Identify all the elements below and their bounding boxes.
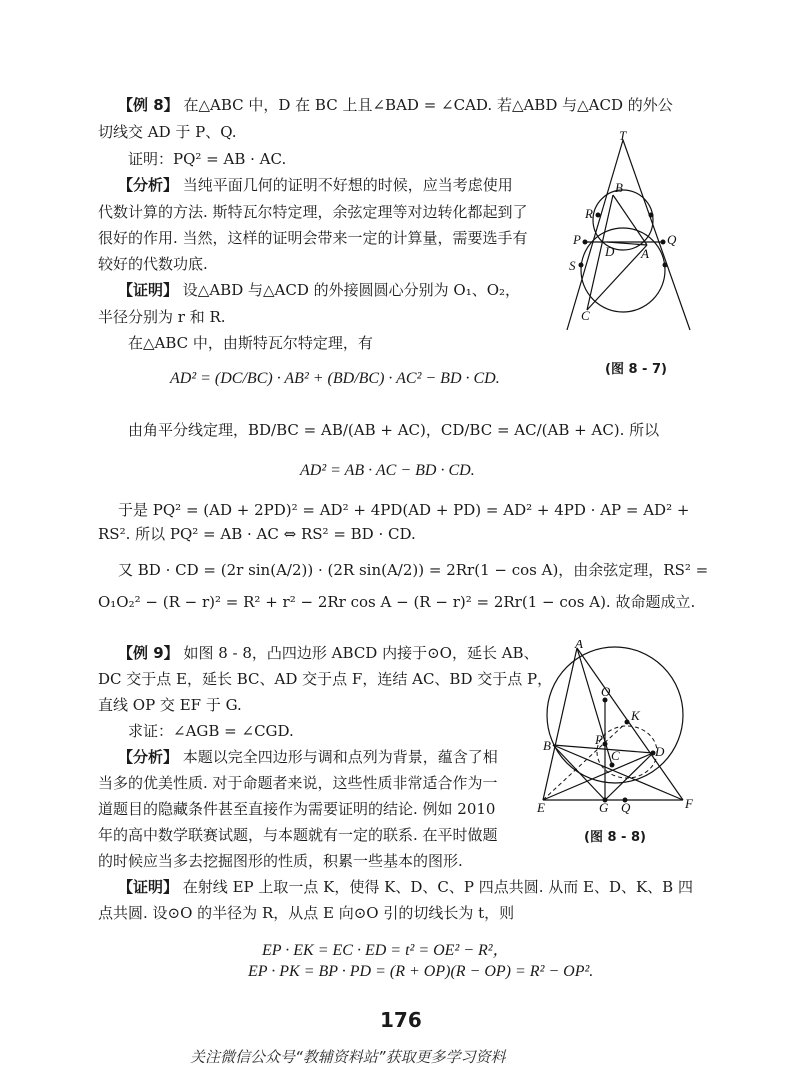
- circle-acd: [581, 228, 665, 312]
- label-q: Q: [667, 232, 677, 247]
- example8-proof-tag: 【证明】: [118, 281, 179, 299]
- example9-problem-line2: DC 交于点 E，延长 BC、AD 交于点 F，连结 AC、BD 交于点 P，: [98, 670, 553, 688]
- example9-problem-line3: 直线 OP 交 EF 于 G.: [98, 696, 242, 714]
- figure-8-7-caption: (图 8 - 7): [605, 362, 667, 377]
- example9-analysis-line3: 道题目的隐藏条件甚至直接作为需要证明的结论. 例如 2010: [98, 800, 496, 818]
- point-q: [661, 240, 666, 245]
- example8-analysis-line2: 代数计算的方法. 斯特瓦尔特定理，余弦定理等对边转化都起到了: [98, 203, 528, 221]
- example8-proof-text1: 设△ABD 与△ACD 的外接圆圆心分别为 O₁、O₂，: [182, 281, 521, 299]
- example9-proof-line2: 点共圆. 设⊙O 的半径为 R，从点 E 向⊙O 引的切线长为 t，则: [98, 904, 515, 922]
- example9-analysis-line2: 当多的优美性质. 对于命题者来说，这些性质非常适合作为一: [98, 774, 498, 792]
- figure-8-7: [555, 130, 705, 345]
- point-c: [610, 763, 615, 768]
- example9-analysis-text1: 本题以完全四边形与调和点列为背景，蕴含了相: [182, 748, 498, 766]
- footer-watermark: 关注微信公众号“教辅资料站”获取更多学习资料: [190, 1048, 506, 1066]
- segment-ac: [587, 245, 647, 310]
- label-e: E: [537, 800, 545, 815]
- label-t: T: [619, 130, 627, 143]
- label-c: C: [611, 748, 620, 763]
- point-tangency-lower: [663, 263, 668, 268]
- example9-prove-statement: 求证：∠AGB = ∠CGD.: [128, 722, 294, 740]
- example9-formula-pk: EP · PK = BP · PD = (R + OP)(R − OP) = R² − OP².: [248, 963, 594, 980]
- example9-formula-ek: EP · EK = EC · ED = t² = OE² − R²，: [262, 942, 509, 959]
- example8-problem-line1: [118, 95, 673, 115]
- segment-ab: [613, 195, 647, 245]
- label-b: B: [543, 738, 551, 753]
- example8-analysis-line1: [118, 175, 513, 195]
- example8-pq-line1: 于是 PQ² = (AD + 2PD)² = AD² + 4PD(AD + PD) = AD² + 4PD · AP = AD² +: [118, 501, 690, 519]
- example8-proof-line1: [118, 280, 520, 300]
- label-s: S: [569, 258, 576, 273]
- label-r: R: [585, 206, 593, 221]
- point-p: [583, 240, 588, 245]
- point-p: [603, 742, 608, 747]
- example8-pq-line2: RS². 所以 PQ² = AB · AC ⇔ RS² = BD · CD.: [98, 525, 416, 543]
- example8-final-line: O₁O₂² − (R − r)² = R² + r² − 2Rr cos A − (R − r)² = 2Rr(1 − cos A). 故命题成立.: [98, 593, 696, 611]
- example9-problem-line1: [118, 643, 539, 663]
- figure-8-8-caption: (图 8 - 8): [584, 830, 646, 845]
- figure-8-8: [535, 640, 710, 820]
- label-b: B: [615, 180, 623, 195]
- example8-analysis-line3: 很好的作用. 当然，这样的证明会带来一定的计算量，需要选手有: [98, 229, 528, 247]
- label-p: P: [595, 732, 603, 747]
- example9-proof-tag: 【证明】: [118, 878, 179, 896]
- example8-problem-text1: 在△ABC 中，D 在 BC 上且∠BAD = ∠CAD. 若△ABD 与△ACD 的外公: [183, 96, 673, 114]
- label-q: Q: [621, 800, 631, 815]
- label-d: D: [605, 244, 615, 259]
- label-p: P: [573, 232, 581, 247]
- example9-problem-text1: 如图 8 - 8，凸四边形 ABCD 内接于⊙O，延长 AB、: [183, 644, 539, 662]
- example9-proof-text1: 在射线 EP 上取一点 K，使得 K、D、C、P 四点共圆. 从而 E、D、K、B 四: [182, 878, 693, 896]
- example8-problem-line2: 切线交 AD 于 P、Q.: [98, 123, 237, 141]
- label-g: G: [599, 800, 609, 815]
- example8-analysis-tag: 【分析】: [118, 176, 179, 194]
- point-r: [596, 213, 601, 218]
- example8-tag: 【例 8】: [118, 96, 179, 114]
- point-tangency: [649, 213, 654, 218]
- example9-analysis-line1: [118, 747, 498, 767]
- example9-tag: 【例 9】: [118, 644, 179, 662]
- tangent-line-right: [623, 140, 690, 330]
- point-s: [579, 263, 584, 268]
- label-o: O: [601, 684, 611, 699]
- example8-prove-statement: 证明：PQ² = AB · AC.: [128, 150, 287, 168]
- example8-bisector-line: 由角平分线定理，BD/BC = AB/(AB + AC)，CD/BC = AC/(AB + AC). 所以: [128, 421, 660, 439]
- label-c: C: [581, 308, 590, 323]
- label-k: K: [631, 708, 640, 723]
- example8-analysis-text1: 当纯平面几何的证明不好想的时候，应当考虑使用: [182, 176, 513, 194]
- example9-analysis-tag: 【分析】: [118, 748, 179, 766]
- example8-formula-ad: AD² = AB · AC − BD · CD.: [300, 462, 475, 479]
- example8-bdcd-line: 又 BD · CD = (2r sin(A/2)) · (2R sin(A/2)) = 2Rr(1 − cos A)，由余弦定理，RS² =: [118, 561, 709, 579]
- example8-analysis-line4: 较好的代数功底.: [98, 255, 208, 273]
- label-f: F: [685, 796, 693, 811]
- example8-formula-stewart: AD² = (DC/BC) · AB² + (BD/BC) · AC² − BD · CD.: [170, 370, 500, 387]
- label-a: A: [641, 246, 649, 261]
- label-d: D: [655, 744, 665, 759]
- example9-analysis-line5: 的时候应当多去挖掘图形的性质，积累一些基本的图形.: [98, 852, 463, 870]
- point-k: [625, 720, 630, 725]
- example8-proof-line2: 半径分别为 r 和 R.: [98, 308, 226, 326]
- page-number: 176: [380, 1008, 422, 1032]
- example9-analysis-line4: 年的高中数学联赛试题，与本题就有一定的联系. 在平时做题: [98, 826, 498, 844]
- label-a: A: [575, 640, 583, 651]
- example8-proof-line3: 在△ABC 中，由斯特瓦尔特定理，有: [128, 334, 373, 352]
- example9-proof-line1: [118, 877, 693, 897]
